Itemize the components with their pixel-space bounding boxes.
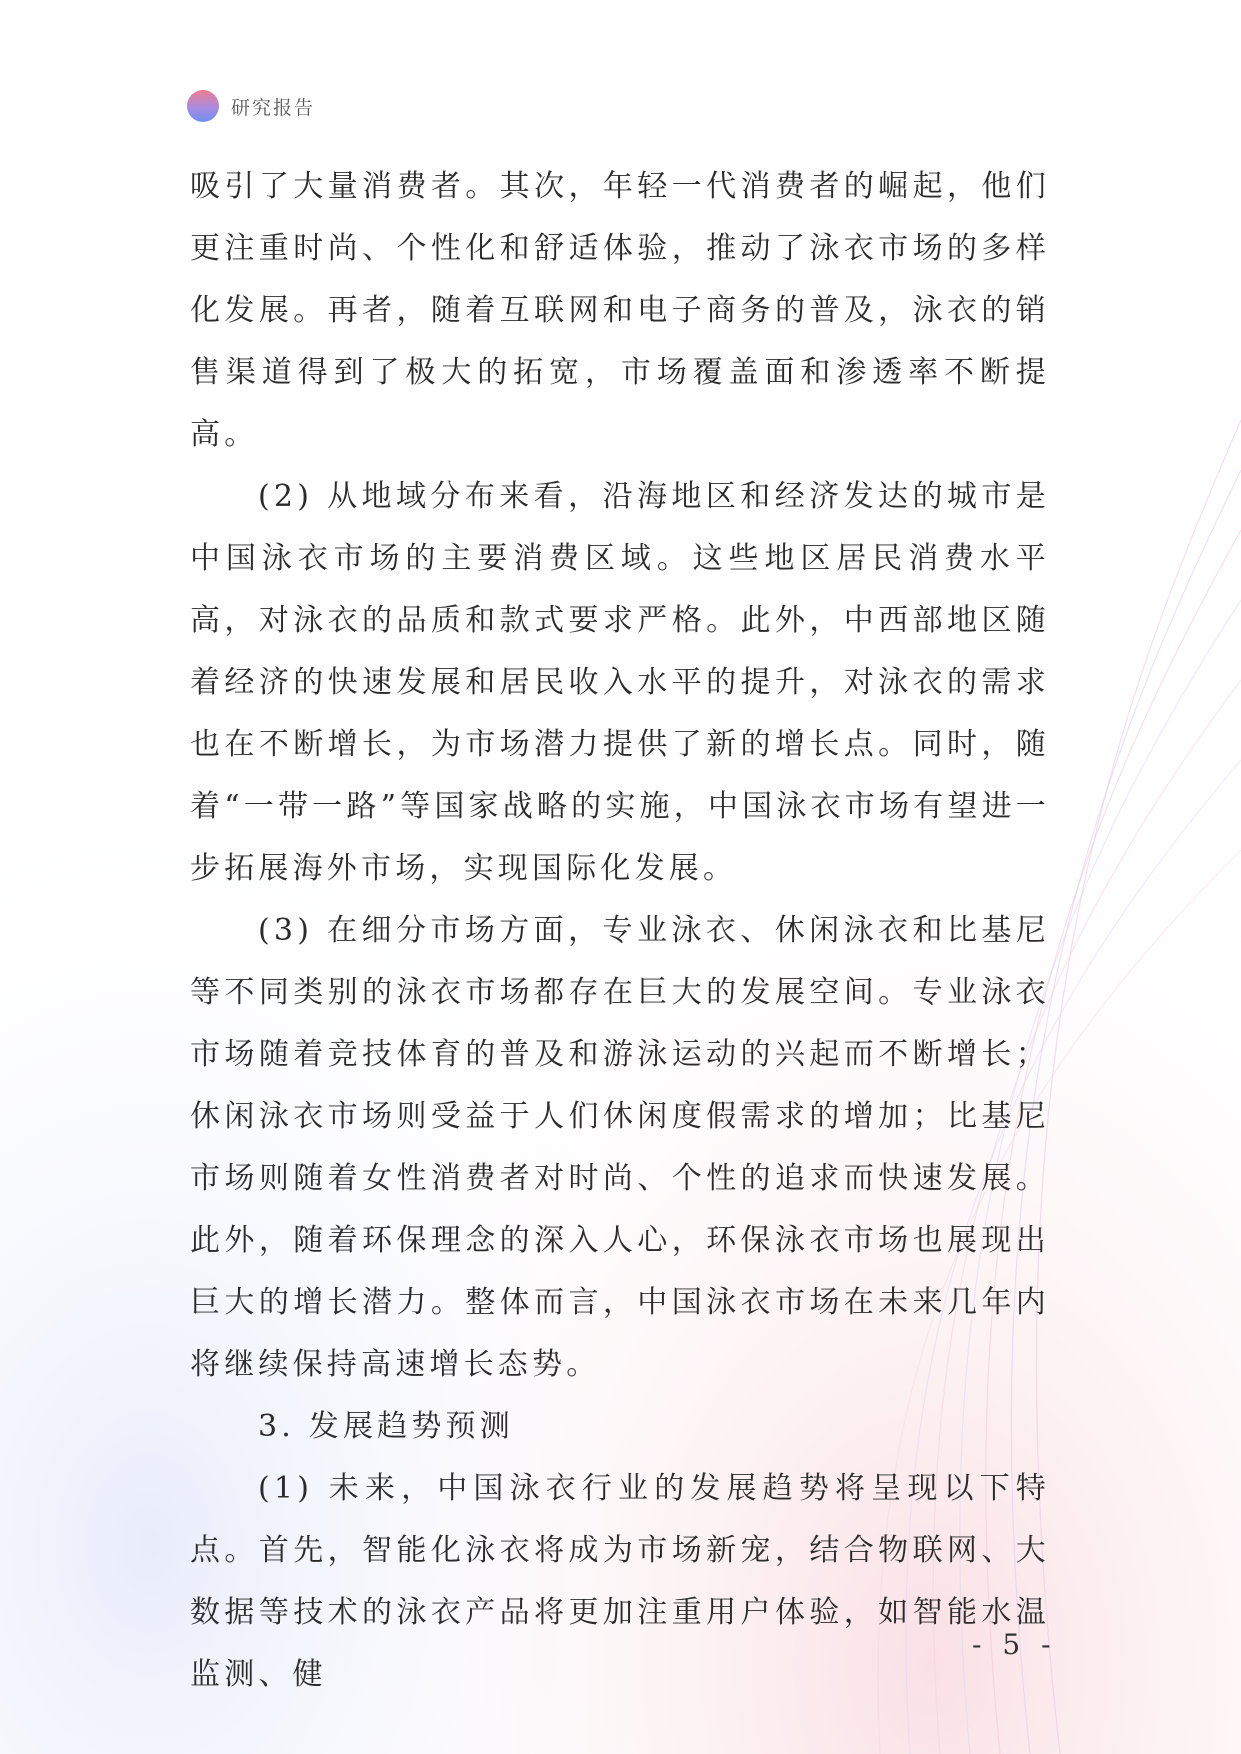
logo-circle-icon bbox=[187, 90, 219, 122]
page-header bbox=[187, 88, 315, 124]
paragraph-future-trends: (1) 未来，中国泳衣行业的发展趋势将呈现以下特点。首先，智能化泳衣将成为市场新宠，结合物联网、大数据等技术的泳衣产品将更加注重用户体验，如智能水温监测、健 bbox=[190, 1471, 1050, 1692]
paragraph-regional-distribution: (2) 从地域分布来看，沿海地区和经济发达的城市是中国泳衣市场的主要消费区域。这些地区居民消费水平高，对泳衣的品质和款式要求严格。此外，中西部地区随着经济的快速发展和居民收入水平的提升，对泳衣的需求也在不断增长，为市场潜力提供了新的增长点。同时，随着“一带一路”等国家战略的实施，中国泳衣市场有望进一步拓展海外市场，实现国际化发展。 bbox=[190, 479, 1050, 886]
page-number: - 5 - bbox=[972, 1628, 1057, 1661]
section-heading-trend-forecast: 3. 发展趋势预测 bbox=[258, 1409, 514, 1444]
document-body bbox=[190, 156, 1050, 1706]
header-title: 研究报告 bbox=[231, 96, 316, 119]
paragraph-continued: 吸引了大量消费者。其次，年轻一代消费者的崛起，他们更注重时尚、个性化和舒适体验，推动了泳衣市场的多样化发展。再者，随着互联网和电子商务的普及，泳衣的销售渠道得到了极大的拓宽，市场覆盖面和渗透率不断提高。 bbox=[190, 169, 1050, 452]
paragraph-market-segments: (3) 在细分市场方面，专业泳衣、休闲泳衣和比基尼等不同类别的泳衣市场都存在巨大的发展空间。专业泳衣市场随着竞技体育的普及和游泳运动的兴起而不断增长；休闲泳衣市场则受益于人们休闲度假需求的增加；比基尼市场则随着女性消费者对时尚、个性的追求而快速发展。此外，随着环保理念的深入人心，环保泳衣市场也展现出巨大的增长潜力。整体而言，中国泳衣市场在未来几年内将继续保持高速增长态势。 bbox=[190, 913, 1050, 1382]
